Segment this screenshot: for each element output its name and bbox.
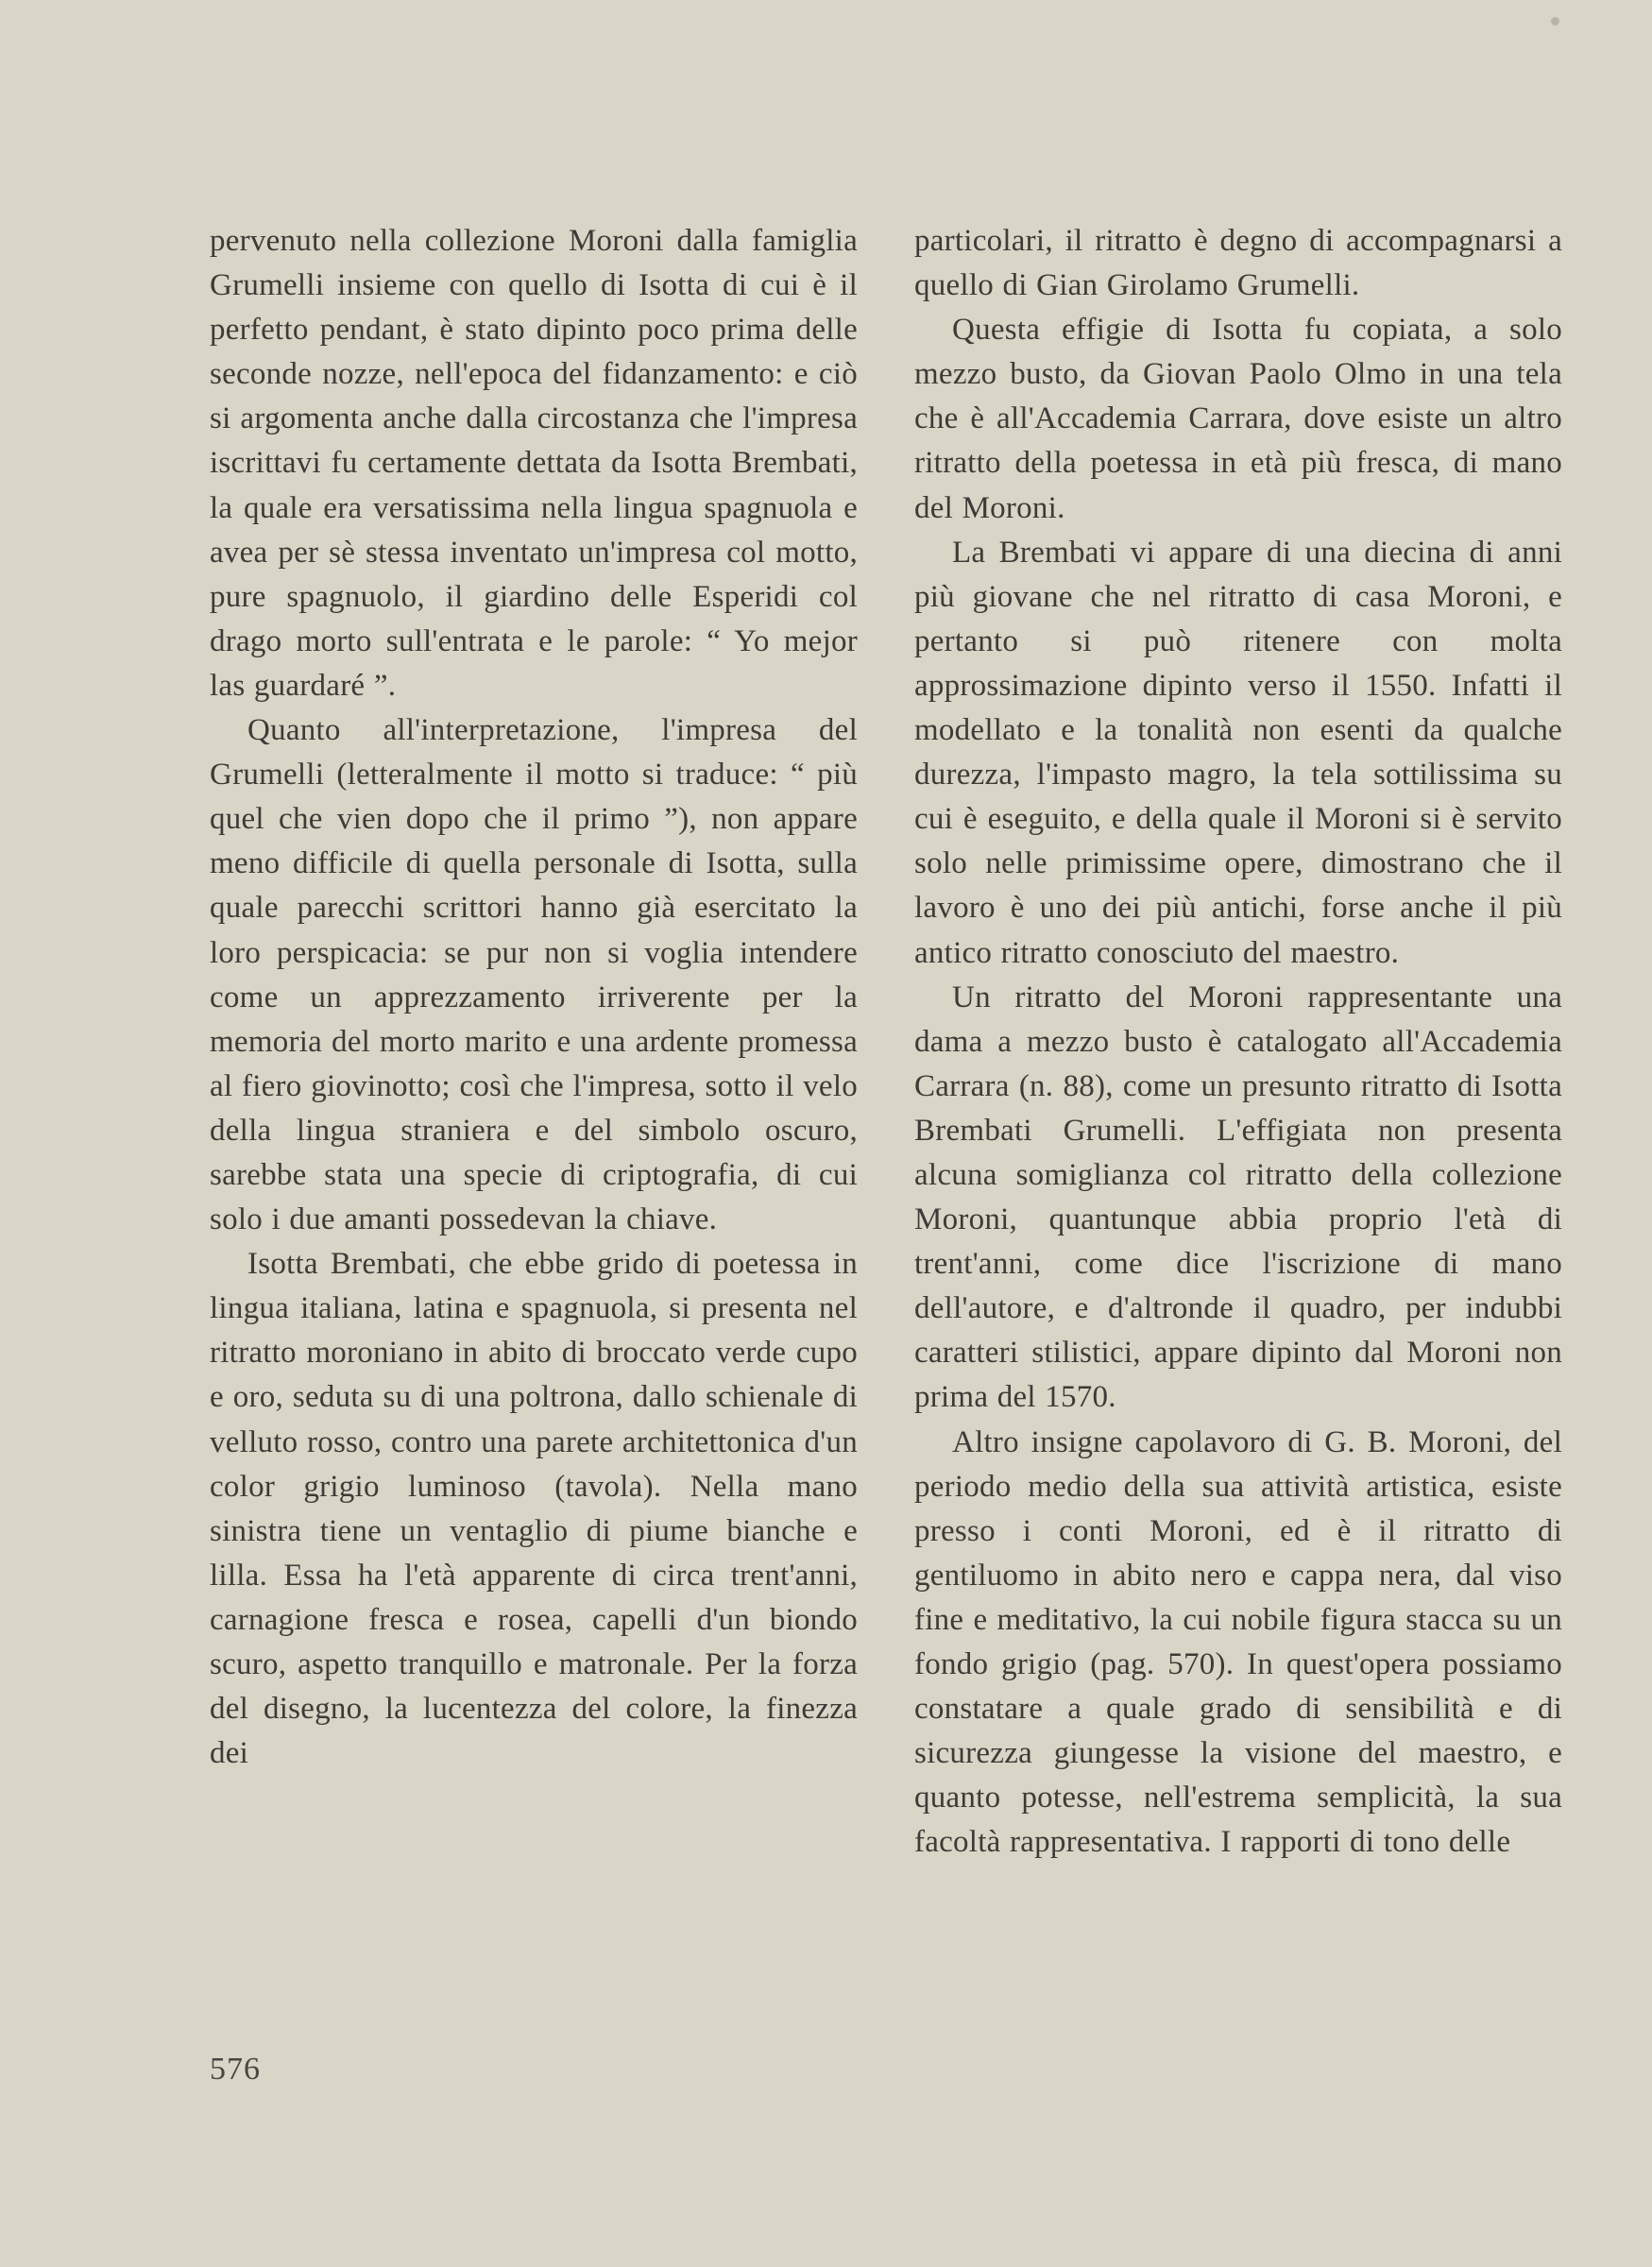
paragraph: Questa effigie di Isotta fu copiata, a solo mezzo busto, da Giovan Paolo Olmo in una tela che è all'Accademia Carrara, dove esiste un altro ritratto della poetessa in età più fresca, di mano del Moroni. xyxy=(914,313,1562,525)
paper-speck xyxy=(1551,17,1559,26)
paragraph: Quanto all'interpretazione, l'impresa del Grumelli (letteralmente il motto si traduce: “ più quel che vien dopo che il primo ”), non appare meno difficile di quella personale di Isotta, sulla quale parecchi scrittori hanno già esercitato la loro perspicacia: se pur non si voglia intendere come un apprezzamento irriverente per la memoria del morto marito e una ardente promessa al fiero giovinotto; così che l'impresa, sotto il velo della lingua straniera e del simbolo oscuro, sarebbe stata una specie di criptografia, di cui solo i due amanti possedevan la chiave. xyxy=(210,713,858,1237)
right-column xyxy=(914,219,1562,1865)
left-column xyxy=(210,219,858,1776)
paragraph: Altro insigne capolavoro di G. B. Moroni, del periodo medio della sua attività artistica, esiste presso i conti Moroni, ed è il ritratto di gentiluomo in abito nero e cappa nera, dal viso fine e meditativo, la cui nobile figura stacca su un fondo grigio (pag. 570). In quest'opera possiamo constatare a quale grado di sensibilità e di sicurezza giungesse la visione del maestro, e quanto potesse, nell'estrema semplicità, la sua facoltà rappresentativa. I rapporti di tono delle xyxy=(914,1424,1562,1860)
paragraph: La Brembati vi appare di una diecina di anni più giovane che nel ritratto di casa Moroni, e pertanto si può ritenere con molta approssimazione dipinto verso il 1550. Infatti il modellato e la tonalità non esenti da qualche durezza, l'impasto magro, la tela sottilissima su cui è eseguito, e della quale il Moroni si è servito solo nelle primissime opere, dimostrano che il lavoro è uno dei più antichi, forse anche il più antico ritratto conosciuto del maestro. xyxy=(914,535,1562,970)
paragraph: particolari, il ritratto è degno di accompagnarsi a quello di Gian Girolamo Grumelli. xyxy=(914,224,1562,303)
paragraph: pervenuto nella collezione Moroni dalla famiglia Grumelli insieme con quello di Isotta di cui è il perfetto pendant, è stato dipinto poco prima delle seconde nozze, nell'epoca del fidanzamento: e ciò si argomenta anche dalla circostanza che l'impresa iscrittavi fu certamente dettata da Isotta Brembati, la quale era versatissima nella lingua spagnuola e avea per sè stessa inventato un'impresa col motto, pure spagnuolo, il giardino delle Esperidi col drago morto sull'entrata e le parole: “ Yo mejor las guardaré ”. xyxy=(210,224,858,703)
paragraph: Un ritratto del Moroni rappresentante una dama a mezzo busto è catalogato all'Accademia Carrara (n. 88), come un presunto ritratto di Isotta Brembati Grumelli. L'effigiata non presenta alcuna somiglianza col ritratto della collezione Moroni, quantunque abbia proprio l'età di trent'anni, come dice l'iscrizione di mano dell'autore, e d'altronde il quadro, per indubbi caratteri stilistici, appare dipinto dal Moroni non prima del 1570. xyxy=(914,980,1562,1415)
page-number: 576 xyxy=(210,2052,261,2087)
paragraph: Isotta Brembati, che ebbe grido di poetessa in lingua italiana, latina e spagnuola, si presenta nel ritratto moroniano in abito di broccato verde cupo e oro, seduta su di una poltrona, dallo schienale di velluto rosso, contro una parete architettonica d'un color grigio luminoso (tavola). Nella mano sinistra tiene un ventaglio di piume bianche e lilla. Essa ha l'età apparente di circa trent'anni, carnagione fresca e rosea, capelli d'un biondo scuro, aspetto tranquillo e matronale. Per la forza del disegno, la lucentezza del colore, la finezza dei xyxy=(210,1247,858,1771)
